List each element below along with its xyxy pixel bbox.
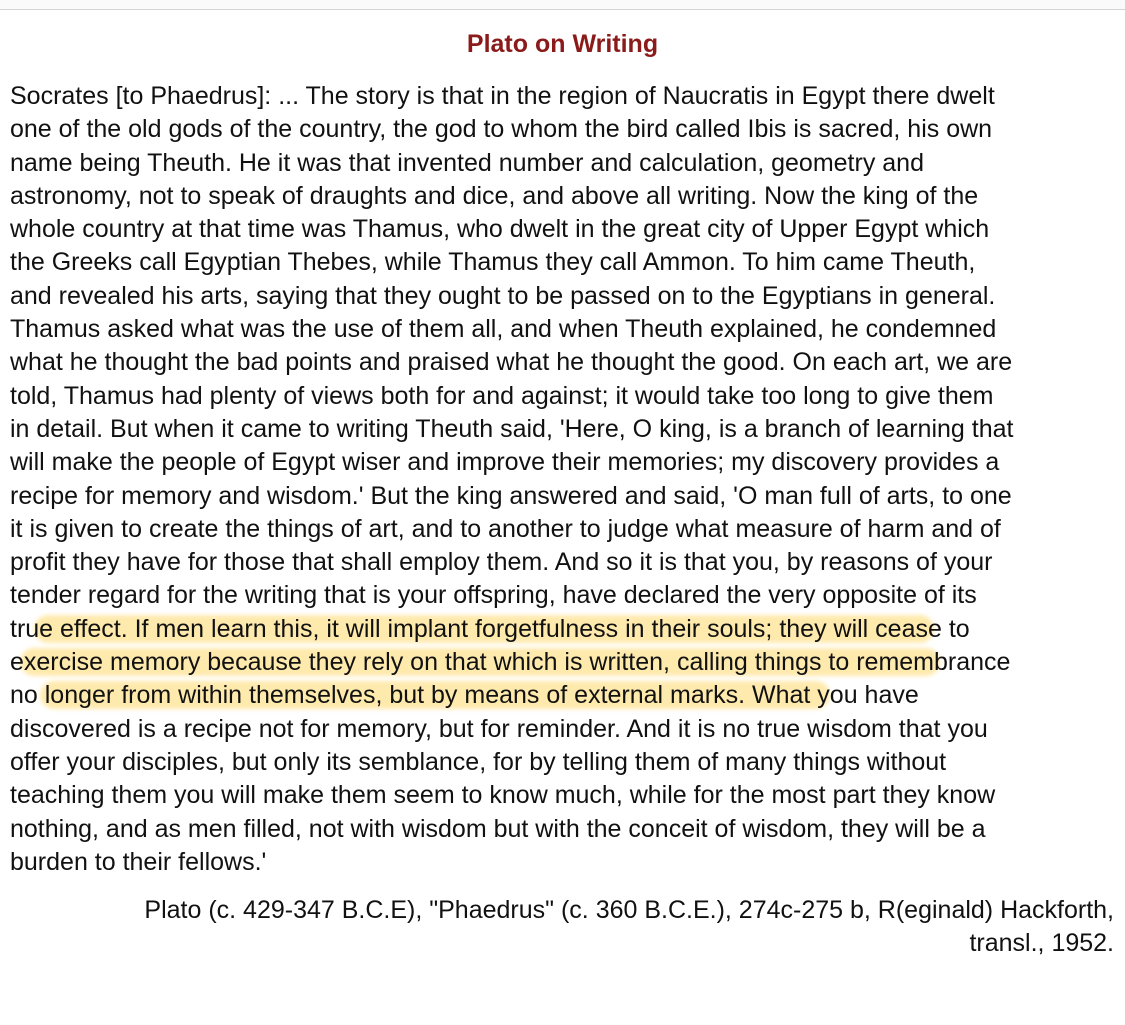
citation [10, 894, 1114, 960]
passage-line: astronomy, not to speak of draughts and dice, and above all writing. Now the king of the [10, 181, 979, 210]
passage-line: tender regard for the writing that is your offspring, have declared the very opposite of its [10, 581, 977, 610]
quotation-passage [10, 80, 1122, 879]
passage-line: recipe for memory and wisdom.' But the king answered and said, 'O man full of arts, to one [10, 481, 1012, 510]
passage-line: name being Theuth. He it was that invented number and calculation, geometry and [10, 148, 924, 177]
passage-line-highlighted: no longer from within themselves, but by means of external marks. What you have [10, 681, 919, 710]
passage-line: told, Thamus had plenty of views both for and against; it would take too long to give them [10, 381, 994, 410]
citation-line: Plato (c. 429-347 B.C.E), "Phaedrus" (c. 360 B.C.E.), 274c-275 b, R(eginald) Hackforth, [144, 896, 1114, 924]
passage-line: teaching them you will make them seem to know much, while for the most part they know [10, 781, 996, 810]
passage-line: nothing, and as men filled, not with wisdom but with the conceit of wisdom, they will be a [10, 814, 986, 843]
passage-line: burden to their fellows.' [10, 847, 267, 876]
passage-line: profit they have for those that shall employ them. And so it is that you, by reasons of your [10, 548, 993, 577]
passage-line: the Greeks call Egyptian Thebes, while Thamus they call Ammon. To him came Theuth, [10, 248, 976, 277]
passage-line: offer your disciples, but only its semblance, for by telling them of many things without [10, 747, 947, 776]
passage-line-highlighted: exercise memory because they rely on that which is written, calling things to remembrance [10, 648, 1011, 677]
passage-line: in detail. But when it came to writing Theuth said, 'Here, O king, is a branch of learning that [10, 414, 1014, 443]
passage-line: discovered is a recipe not for memory, but for reminder. And it is no true wisdom that you [10, 714, 988, 743]
passage-line: it is given to create the things of art, and to another to judge what measure of harm and of [10, 514, 1001, 543]
passage-line: Socrates [to Phaedrus]: ... The story is that in the region of Naucratis in Egypt there dwelt [10, 82, 995, 110]
passage-line-highlighted: true effect. If men learn this, it will implant forgetfulness in their souls; they will cease to [10, 614, 970, 643]
passage-line: what he thought the bad points and praised what he thought the good. On each art, we are [10, 348, 1013, 377]
top-divider [0, 0, 1125, 10]
passage-line: Thamus asked what was the use of them all, and when Theuth explained, he condemned [10, 315, 997, 344]
passage-line: will make the people of Egypt wiser and improve their memories; my discovery provides a [10, 448, 1000, 477]
passage-line: one of the old gods of the country, the god to whom the bird called Ibis is sacred, his own [10, 115, 993, 144]
passage-line: whole country at that time was Thamus, who dwelt in the great city of Upper Egypt which [10, 215, 990, 244]
page-title: Plato on Writing [466, 30, 659, 58]
passage-line: and revealed his arts, saying that they ought to be passed on to the Egyptians in general. [10, 281, 996, 310]
citation-line: transl., 1952. [969, 929, 1114, 957]
